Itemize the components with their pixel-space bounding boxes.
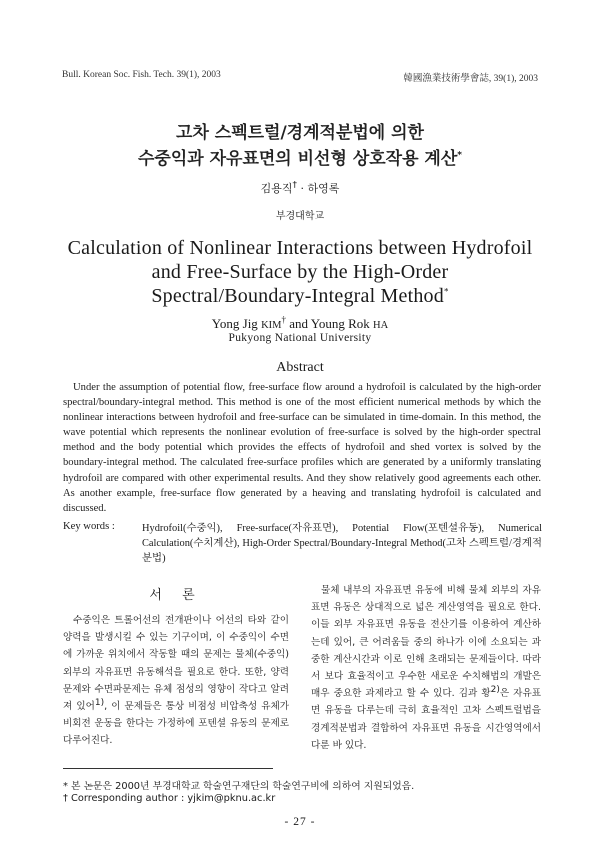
journal-header-right: 韓國漁業技術學會誌, 39(1), 2003 xyxy=(403,74,538,84)
body-column-left: 수중익은 트롤어선의 전개판이나 어선의 타와 같이 양력을 발생시킬 수 있는 기구이며, 이 수중익이 수면에 가까운 위치에서 작동할 때의 문제는 물체(수중익) 외부의 자유표면 유동해석을 필요로 한다. 또한, 양력문제와 수면파문제는 유체 점성의 영향이 작다고 알려져 있어1), 이 문제들은 통상 비점성 비압축성 유체가 비회전 운동을 한다는 가정하에 포텐셜 유동의 문제로 다루어진다. xyxy=(63,615,289,747)
english-affiliation: Pukyong National University xyxy=(228,332,372,344)
abstract-body: Under the assumption of potential flow, free-surface flow around a hydrofoil is calculated by the high-order spectral/boundary-integral method. This method is one of the most efficient numerical methods by which the nonlinear interactions between hydrofoil and free-surface can be simulated in time-domain. In this method, the wave potential which represents the nonlinear evolution of free-surface is solved by the high-order spectral method and the body potential which provides the effects of hydrofoil and shed vortex is solved by the boundary-integral method. The calculated free-surface profiles which are generated by a uniformly translating hydrofoil are compared with other experimental results. And they show relatively good agreements each other. As another example, free-surface flow generated by a heaving and translating hydrofoil is calculated and discussed. xyxy=(63,382,541,514)
page-number: - 27 - xyxy=(284,816,316,828)
keywords-text: Hydrofoil(수중익), Free-surface(자유표면), Potential Flow(포텐셜유동), Numerical Calculation(수치계산), High-Order Spectral/Boundary-Integral Method(고차 스펙트럴/경계적분법) xyxy=(142,523,542,564)
korean-title-line2: 수중익과 자유표면의 비선형 상호작용 계산* xyxy=(138,149,462,169)
korean-title-line1: 고차 스펙트럴/경계적분법에 의한 xyxy=(176,123,424,143)
footnote-divider xyxy=(63,768,273,769)
abstract-heading: Abstract xyxy=(276,360,324,375)
title-footnote-mark: * xyxy=(457,150,462,161)
korean-affiliation: 부경대학교 xyxy=(275,211,325,222)
english-title-line2: and Free-Surface by the High-Order xyxy=(151,261,449,283)
english-authors: Yong Jig KIM† and Young Rok HA xyxy=(211,314,389,331)
footnote-corresponding-author: † Corresponding author : yjkim@pknu.ac.kr xyxy=(63,793,276,804)
korean-authors: 김용직† · 하영록 xyxy=(260,180,340,195)
english-title-line3: Spectral/Boundary-Integral Method* xyxy=(151,285,449,307)
english-title-line1: Calculation of Nonlinear Interactions between Hydrofoil xyxy=(67,237,533,259)
citation-ref: 2) xyxy=(490,685,500,696)
section-heading-introduction: 서 론 xyxy=(149,588,203,603)
footnote-funding: * 본 논문은 2000년 부경대학교 학술연구재단의 학술연구비에 의하여 지원되었음. xyxy=(63,781,415,792)
journal-header-left: Bull. Korean Soc. Fish. Tech. 39(1), 2003 xyxy=(62,70,221,80)
citation-ref: 1) xyxy=(94,697,105,708)
keywords-label: Key words : xyxy=(63,521,115,532)
body-column-right: 물체 내부의 자유표면 유동에 비해 물체 외부의 자유표면 유동은 상대적으로 넓은 계산영역을 필요로 한다. 이들 외부 자유표면 유동을 전산기를 이용하여 계산하는데 있어, 큰 어려움들 중의 하나가 이에 소요되는 과중한 계산시간과 이로 인해 초래되는 문제들이다. 따라서 보다 효율적이고 우수한 새로운 수치해법의 개발은 매우 중요한 과제라고 할 수 있다. 김과 황2)은 자유표면 유동을 다루는데 극히 효율적인 고차 스펙트럴법을 경계적분법과 결합하여 자유표면 유동을 시간영역에서 다룬 바 있다. xyxy=(311,585,541,751)
